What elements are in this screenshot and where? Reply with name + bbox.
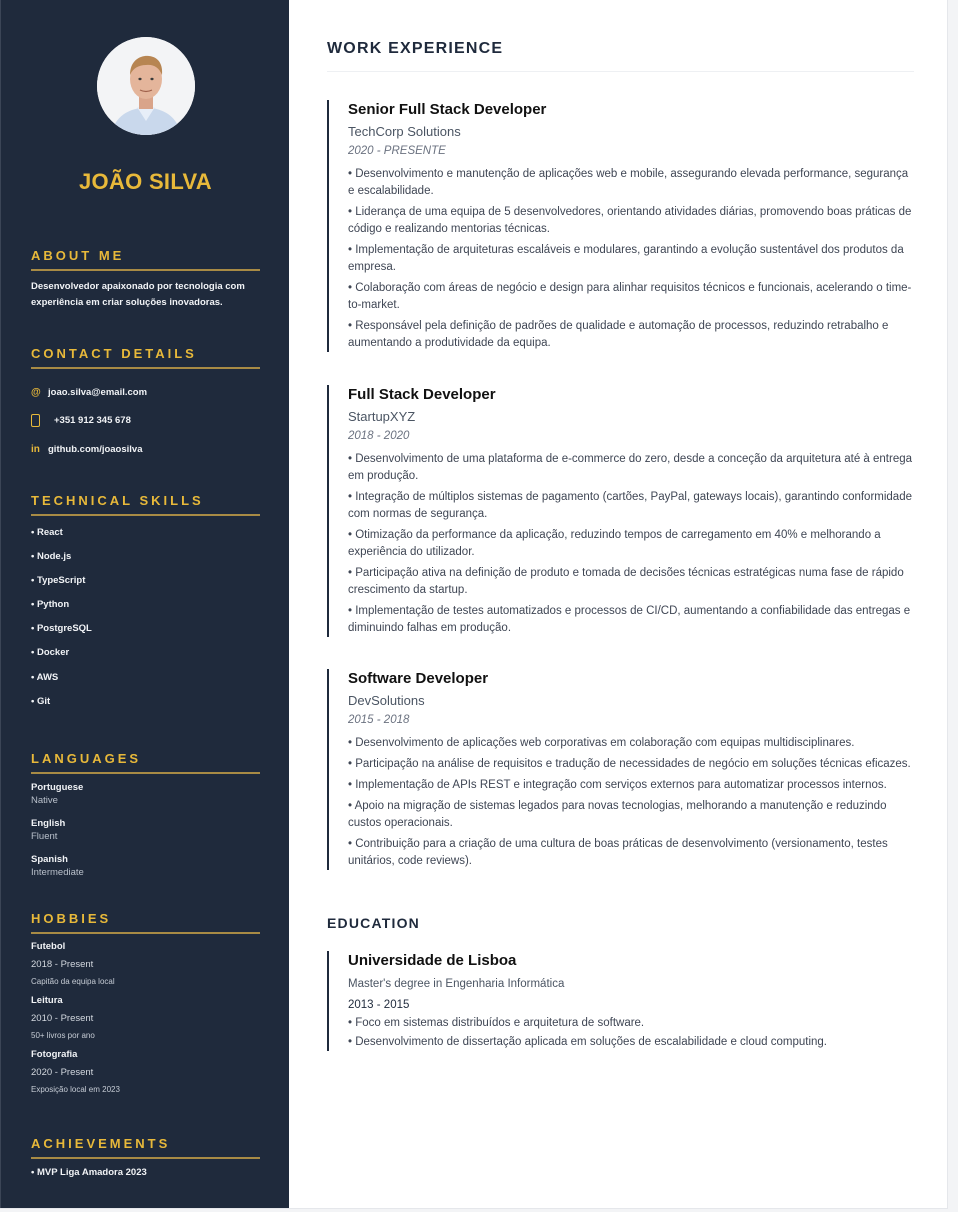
education-entry bbox=[327, 951, 914, 1051]
education-heading: EDUCATION bbox=[327, 915, 420, 931]
email-icon: @ bbox=[31, 386, 41, 398]
contact-phone[interactable] bbox=[31, 407, 260, 436]
phone-icon bbox=[31, 414, 54, 427]
main-content bbox=[289, 0, 947, 1208]
skill-item: • Python bbox=[31, 599, 70, 611]
job-bullet: • Implementação de testes automatizados e processos de CI/CD, aumentando a confiabilidade das entregas e diminuindo falhas em produção. bbox=[348, 605, 911, 634]
education-bullet: • Desenvolvimento de dissertação aplicada em soluções de escalabilidade e cloud computing. bbox=[348, 1036, 828, 1048]
job-bullet: • Responsável pela definição de padrões de qualidade e automação de processos, reduzindo retrabalho e aumentando a produtividade da equipa. bbox=[348, 320, 889, 349]
education-dates: 2013 - 2015 bbox=[348, 999, 410, 1011]
skill-item: • AWS bbox=[31, 671, 59, 683]
job-bullets bbox=[348, 451, 914, 637]
about-text: Desenvolvedor apaixonado por tecnologia com experiência em criar soluções inovadoras. bbox=[31, 281, 245, 308]
achievement-item: • MVP Liga Amadora 2023 bbox=[31, 1167, 147, 1178]
hobby-item bbox=[31, 994, 260, 1042]
hobbies-heading: HOBBIES bbox=[31, 911, 260, 934]
education-degree: Master's degree in Engenharia Informática bbox=[348, 978, 565, 990]
skill-item: • PostgreSQL bbox=[31, 623, 92, 635]
hobby-desc: Exposição local em 2023 bbox=[31, 1085, 120, 1094]
job-title: Software Developer bbox=[348, 670, 489, 687]
hobby-years: 2018 - Present bbox=[31, 959, 94, 970]
hobby-desc: 50+ livros por ano bbox=[31, 1031, 95, 1040]
job-bullet: • Colaboração com áreas de negócio e design para alinhar requisitos técnicos e funcionais, acelerando o time-to-market. bbox=[348, 282, 912, 311]
hobbies-section bbox=[31, 911, 260, 1096]
skill-item: • TypeScript bbox=[31, 574, 86, 586]
job-entry bbox=[327, 385, 914, 637]
job-dates: 2020 - PRESENTE bbox=[348, 145, 446, 157]
job-bullet: • Otimização da performance da aplicação, reduzindo tempos de carregamento em 40% e melhorando a experiência do utilizador. bbox=[348, 529, 881, 558]
about-heading: ABOUT ME bbox=[31, 248, 260, 271]
language-level: Native bbox=[31, 795, 58, 806]
job-bullets bbox=[348, 735, 914, 870]
linkedin-icon: in bbox=[31, 443, 40, 455]
hobby-years: 2010 - Present bbox=[31, 1013, 94, 1024]
email-value: joao.silva@email.com bbox=[48, 386, 148, 398]
about-section bbox=[31, 248, 260, 310]
language-name: English bbox=[31, 818, 66, 829]
contact-github[interactable] bbox=[31, 435, 260, 464]
language-level: Intermediate bbox=[31, 867, 84, 878]
languages-section bbox=[31, 751, 260, 880]
education-school: Universidade de Lisboa bbox=[348, 952, 517, 969]
phone-value: +351 912 345 678 bbox=[54, 415, 131, 427]
job-bullet: • Implementação de APIs REST e integração com serviços externos para automatizar processos internos. bbox=[348, 779, 887, 791]
skill-item: • React bbox=[31, 526, 63, 538]
job-title: Senior Full Stack Developer bbox=[348, 101, 547, 118]
language-name: Portuguese bbox=[31, 782, 84, 793]
job-bullet: • Participação na análise de requisitos e tradução de necessidades de negócio em soluções técnicas eficazes. bbox=[348, 758, 911, 770]
job-bullet: • Contribuição para a criação de uma cultura de boas práticas de desenvolvimento (versionamento, testes unitários, code reviews). bbox=[348, 838, 888, 867]
education-bullet: • Foco em sistemas distribuídos e arquitetura de software. bbox=[348, 1017, 645, 1029]
job-entry bbox=[327, 669, 914, 870]
job-dates: 2015 - 2018 bbox=[348, 714, 410, 726]
job-bullet: • Desenvolvimento de aplicações web corporativas em colaboração com equipas multidisciplinares. bbox=[348, 737, 855, 749]
job-dates: 2018 - 2020 bbox=[348, 430, 410, 442]
contact-list bbox=[31, 378, 260, 464]
hobby-name: Leitura bbox=[31, 995, 63, 1006]
hobby-item bbox=[31, 1048, 260, 1096]
language-item bbox=[31, 854, 260, 880]
hobby-years: 2020 - Present bbox=[31, 1067, 94, 1078]
contact-section bbox=[31, 346, 260, 464]
contact-email[interactable] bbox=[31, 378, 260, 407]
job-company: StartupXYZ bbox=[348, 409, 416, 424]
contact-heading: CONTACT DETAILS bbox=[31, 346, 260, 369]
job-company: TechCorp Solutions bbox=[348, 124, 461, 139]
skills-list bbox=[31, 521, 260, 715]
sidebar bbox=[0, 0, 289, 1208]
job-title: Full Stack Developer bbox=[348, 386, 496, 403]
job-bullet: • Liderança de uma equipa de 5 desenvolvedores, orientando atividades diárias, promovendo boas práticas de código e realizando mentorias técnicas. bbox=[348, 206, 912, 235]
skill-item: • Node.js bbox=[31, 550, 72, 562]
profile-photo-icon bbox=[97, 37, 195, 135]
skills-section bbox=[31, 493, 260, 715]
job-bullets bbox=[348, 166, 914, 352]
achievements-section bbox=[31, 1136, 260, 1178]
hobby-item bbox=[31, 940, 260, 988]
job-entry bbox=[327, 100, 914, 352]
hobby-name: Fotografia bbox=[31, 1049, 78, 1060]
job-bullet: • Implementação de arquiteturas escaláveis e modulares, garantindo a evolução sustentável dos produtos da empresa. bbox=[348, 244, 904, 273]
language-name: Spanish bbox=[31, 854, 68, 865]
job-bullet: • Desenvolvimento e manutenção de aplicações web e mobile, assegurando elevada performance, segurança e escalabilidade. bbox=[348, 168, 909, 197]
skill-item: • Docker bbox=[31, 647, 70, 659]
job-bullet: • Apoio na migração de sistemas legados para novas tecnologias, melhorando a manutenção e reduzindo custos operacionais. bbox=[348, 800, 887, 829]
work-experience-heading: WORK EXPERIENCE bbox=[327, 40, 914, 72]
job-bullet: • Desenvolvimento de uma plataforma de e-commerce do zero, desde a conceção da arquitetura até à entrega em produção. bbox=[348, 453, 913, 482]
languages-heading: LANGUAGES bbox=[31, 751, 260, 774]
language-item bbox=[31, 782, 260, 808]
avatar bbox=[97, 37, 195, 135]
language-item bbox=[31, 818, 260, 844]
github-value: github.com/joaosilva bbox=[48, 443, 143, 455]
hobby-name: Futebol bbox=[31, 941, 66, 952]
language-level: Fluent bbox=[31, 831, 58, 842]
job-bullet: • Participação ativa na definição de produto e tomada de decisões técnicas estratégicas numa fase de rápido crescimento da startup. bbox=[348, 567, 904, 596]
skills-heading: TECHNICAL SKILLS bbox=[31, 493, 260, 516]
job-bullet: • Integração de múltiplos sistemas de pagamento (cartões, PayPal, gateways locais), garantindo conformidade com normas de segurança. bbox=[348, 491, 912, 520]
achievements-heading: ACHIEVEMENTS bbox=[31, 1136, 260, 1159]
job-company: DevSolutions bbox=[348, 693, 425, 708]
languages-list bbox=[31, 782, 260, 880]
profile-name: JOÃO SILVA bbox=[79, 169, 212, 194]
hobby-desc: Capitão da equipa local bbox=[31, 977, 115, 986]
skill-item: • Git bbox=[31, 695, 51, 707]
